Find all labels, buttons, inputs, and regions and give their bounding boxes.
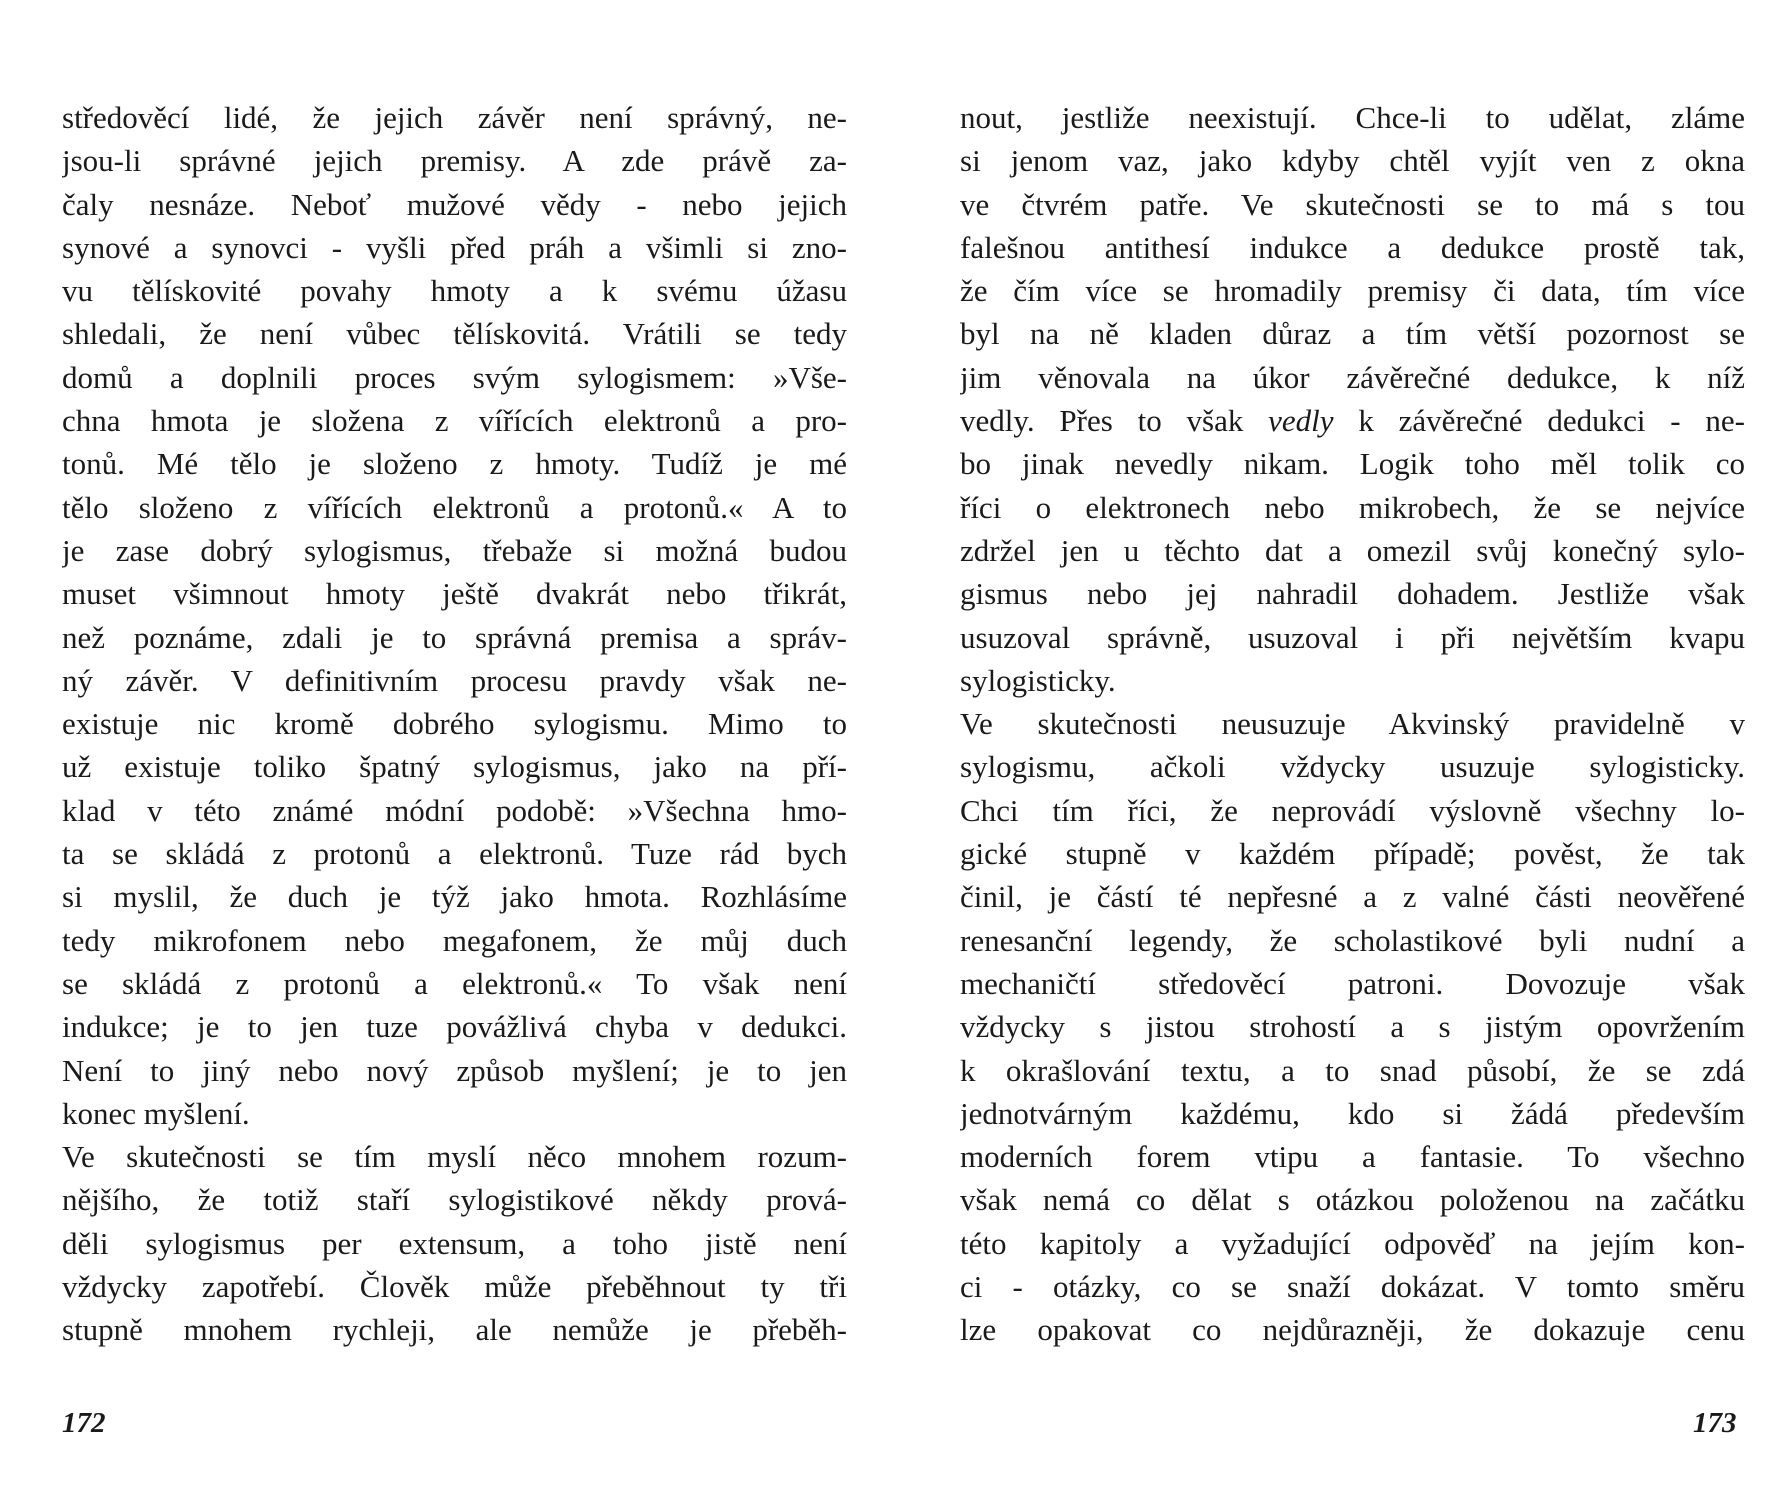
text-line: říci o elektronech nebo mikrobech, že se nejvíce (960, 489, 1745, 525)
text-line: tonů. Mé tělo je složeno z hmoty. Tudíž je mé (62, 446, 847, 482)
text-line: však nemá co dělat s otázkou položenou na začátku (960, 1182, 1745, 1218)
text-line: k okrašlování textu, a to snad působí, že se zdá (960, 1052, 1745, 1088)
text-line: sylogismu, ačkoli vždycky usuzuje sylogisticky. (960, 749, 1745, 785)
text-line: vedly. Přes to však vedly k závěrečné dedukci - ne- (960, 403, 1745, 439)
text-line: lze opakovat co nejdůrazněji, že dokazuje cenu (960, 1312, 1745, 1348)
text-line: ný závěr. V definitivním procesu pravdy však ne- (62, 662, 847, 698)
text-line: klad v této známé módní podobě: »Všechna hmo- (62, 792, 847, 828)
text-line: si myslil, že duch je týž jako hmota. Rozhlásíme (62, 879, 847, 915)
text-line: Chci tím říci, že neprovádí výslovně všechny lo- (960, 792, 1745, 828)
text-line: moderních forem vtipu a fantasie. To všechno (960, 1139, 1745, 1175)
left-page-number: 172 (62, 1407, 106, 1439)
text-line: vždycky zapotřebí. Člověk může přeběhnout ty tři (62, 1269, 847, 1305)
text-line: Ve skutečnosti se tím myslí něco mnohem rozum- (62, 1139, 847, 1175)
text-line: mechaničtí středověcí patroni. Dovozuje však (960, 965, 1745, 1001)
text-line: stupně mnohem rychleji, ale nemůže je přeběh- (62, 1312, 847, 1348)
text-line: že čím více se hromadily premisy či data, tím více (960, 273, 1745, 309)
left-page-text (62, 96, 847, 1352)
text-line: indukce; je to jen tuze povážlivá chyba v dedukci. (62, 1009, 847, 1045)
text-line: se skládá z protonů a elektronů.« To však není (62, 965, 847, 1001)
text-line: ta se skládá z protonů a elektronů. Tuze rád bych (62, 836, 847, 872)
text-line: Není to jiný nebo nový způsob myšlení; je to jen (62, 1052, 847, 1088)
text-line: už existuje toliko špatný sylogismus, jako na pří- (62, 749, 847, 785)
text-line: čaly nesnáze. Neboť mužové vědy - nebo jejich (62, 186, 847, 222)
text-line: této kapitoly a vyžadující odpověď na jejím kon- (960, 1225, 1745, 1261)
right-page-text (960, 96, 1745, 1352)
text-line: ve čtvrém patře. Ve skutečnosti se to má s tou (960, 186, 1745, 222)
text-line: jim věnovala na úkor závěrečné dedukce, k níž (960, 359, 1745, 395)
text-line: existuje nic kromě dobrého sylogismu. Mimo to (62, 706, 847, 742)
text-line: renesanční legendy, že scholastikové byli nudní a (960, 922, 1745, 958)
text-line: byl na ně kladen důraz a tím větší pozornost se (960, 316, 1745, 352)
text-line: ci - otázky, co se snaží dokázat. V tomto směru (960, 1269, 1745, 1305)
text-line: si jenom vaz, jako kdyby chtěl vyjít ven z okna (960, 143, 1745, 179)
left-page (62, 96, 847, 1352)
text-line: shledali, že není vůbec tělískovitá. Vrátili se tedy (62, 316, 847, 352)
text-line: tělo složeno z vířících elektronů a protonů.« A to (62, 489, 847, 525)
text-line: vždycky s jistou strohostí a s jistým opovržením (960, 1009, 1745, 1045)
text-line: než poznáme, zdali je to správná premisa a správ- (62, 619, 847, 655)
text-line: nout, jestliže neexistují. Chce-li to udělat, zláme (960, 100, 1745, 135)
text-line: synové a synovci - vyšli před práh a všimli si zno- (62, 229, 847, 265)
text-line: činil, je částí té nepřesné a z valné části neověřené (960, 879, 1745, 915)
text-line: falešnou antithesí indukce a dedukce prostě tak, (960, 229, 1745, 265)
text-line: vu tělískovité povahy hmoty a k svému úžasu (62, 273, 847, 309)
text-line: bo jinak nevedly nikam. Logik toho měl tolik co (960, 446, 1745, 482)
text-line: sylogisticky. (960, 662, 1116, 698)
text-line: konec myšlení. (62, 1095, 250, 1131)
text-line: děli sylogismus per extensum, a toho jistě není (62, 1225, 847, 1261)
text-line: nějšího, že totiž staří sylogistikové někdy prová- (62, 1182, 847, 1218)
text-line: gismus nebo jej nahradil dohadem. Jestliže však (960, 576, 1745, 612)
right-page-number: 173 (1693, 1407, 1737, 1439)
text-line: Ve skutečnosti neusuzuje Akvinský pravidelně v (960, 706, 1745, 742)
text-line: jednotvárným každému, kdo si žádá především (960, 1095, 1745, 1131)
text-line: tedy mikrofonem nebo megafonem, že můj duch (62, 922, 847, 958)
text-line: středověcí lidé, že jejich závěr není správný, ne- (62, 100, 847, 135)
text-line: muset všimnout hmoty ještě dvakrát nebo třikrát, (62, 576, 847, 612)
text-line: chna hmota je složena z vířících elektronů a pro- (62, 403, 847, 439)
right-page (960, 96, 1745, 1352)
text-line: domů a doplnili proces svým sylogismem: »Vše- (62, 359, 847, 395)
text-line: jsou-li správné jejich premisy. A zde právě za- (62, 143, 847, 179)
text-line: je zase dobrý sylogismus, třebaže si možná budou (62, 532, 847, 568)
text-line: gické stupně v každém případě; pověst, že tak (960, 836, 1745, 872)
text-line: zdržel jen u těchto dat a omezil svůj konečný sylo- (960, 532, 1745, 568)
text-line: usuzoval správně, usuzoval i při největším kvapu (960, 619, 1745, 655)
